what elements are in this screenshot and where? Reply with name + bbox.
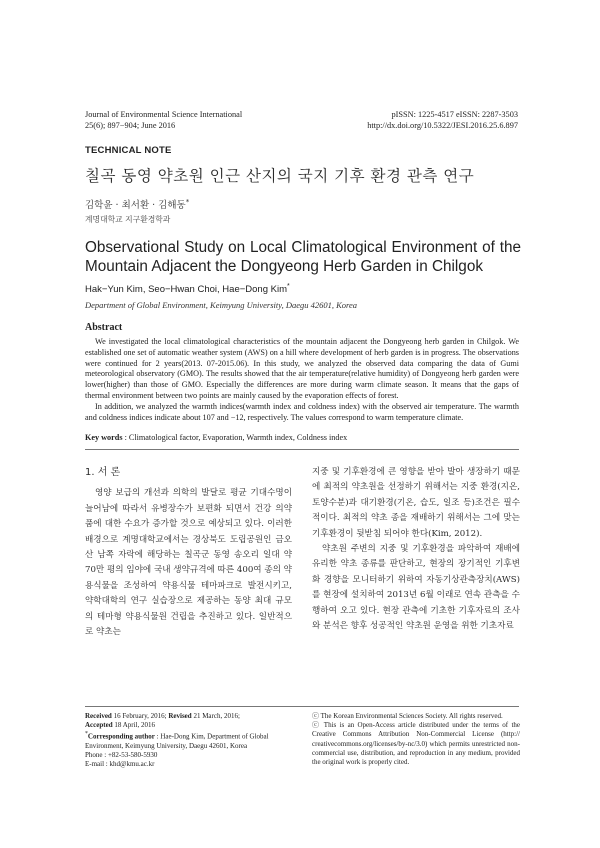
abstract-paragraph-2: In addition, we analyzed the warmth indices(warmth index and coldness index) with the observed air temperature. The warmth and coldness indices indicate about 107 and −12, respectively. The values correspond to warm temperature climate. (85, 401, 519, 422)
section-heading-introduction: 1. 서 론 (85, 467, 121, 478)
authors-english-names: Hak−Yun Kim, Seo−Hwan Choi, Hae−Dong Kim (85, 284, 287, 296)
authors-korean (85, 197, 189, 211)
title-english: Observational Study on Local Climatological Environment of the Mountain Adjacent the Dongyeong Herb Garden in Chilgok (85, 239, 521, 275)
authors-english (85, 283, 290, 295)
received-label: Received (85, 712, 112, 720)
dates-line (85, 712, 295, 721)
abstract-heading: Abstract (85, 322, 123, 333)
corresponding-text: : Hae-Dong Kim, Department of Global Environment, Keimyung University, Daegu 42601, Korea (85, 732, 269, 750)
copyright-notice: ⓒ The Korean Environmental Sciences Society. All rights reserved. (312, 712, 503, 720)
article-type: TECHNICAL NOTE (85, 145, 172, 156)
intro-paragraph-2: 지중 및 기후환경에 큰 영향을 받아 발아 생장하기 때문에 최적의 약초원을 선정하기 위해서는 지중 환경(지온, 토양수분)과 대기환경(기온, 습도, 일조 등)조건은 필수적이다. 최적의 약초 종을 재배하기 위해서는 그에 맞는 기후환경이 뒷받침 되어야 한다(Kim, 2012). (312, 467, 520, 539)
abstract-body (85, 337, 519, 423)
footnote-left (85, 712, 295, 770)
license-notice: ⓒ This is an Open-Access article distributed under the terms of the Creative Commons Attribution Non-Commercial License (http:// creativecommons.org/licenses/by-nc/3.0) which permits unrestricted non-commercial use, distribution, and reproduction in any medium, provided the original work is properly cited. (312, 721, 520, 767)
affiliation-korean: 계명대학교 지구환경학과 (85, 215, 171, 224)
keywords (85, 433, 347, 442)
issn: pISSN: 1225-4517 eISSN: 2287-3503 (391, 110, 518, 119)
abstract-paragraph-1: We investigated the local climatological characteristics of the mountain adjacent the Dongyeong herb garden in Chilgok. We established one set of automatic weather system (AWS) on a hill where development of herb garden is in progress. The observations were continued for 2 years(2013. 07-2015.06). In this study, we analyzed the observed data comparing the data of Gumi meteorological observatory (GMO). The results showed that the air temperature(relative humidity) of Dongyeong herb garden were lower(higher) than those of GMO. Especially the differences are more during warm climate season. It means that the gaps of thermal environment between two points are mainly caused by the evaporation effects of forest. (85, 337, 519, 400)
title-korean: 칠곡 동영 약초원 인근 산지의 국지 기후 환경 관측 연구 (85, 167, 475, 185)
footnote-right (312, 712, 520, 767)
intro-paragraph-3: 약초원 주변의 지중 및 기후환경을 파악하여 재배에 유리한 약초 종류를 판단하고, 현장의 장기적인 기후변화 경향을 모니터하기 위하여 자동기상관측장치(AWS)를 현장에 설치하여 2013년 6월 이래로 연속 관측을 수행하여 오고 있다. 현장 관측에 기초한 기후자료의 조사와 분석은 향후 성공적인 약초원 운영을 위한 기초자료 (312, 544, 520, 632)
revised-date: 21 March, 2016; (191, 712, 240, 720)
affiliation-english: Department of Global Environment, Keimyung University, Daegu 42601, Korea (85, 300, 358, 310)
journal-header-right (367, 110, 518, 131)
email[interactable]: E-mail : khd@kmu.ac.kr (85, 760, 155, 769)
accepted-line (85, 721, 295, 730)
keywords-text: : Climatological factor, Evaporation, Warmth index, Coldness index (122, 433, 348, 442)
intro-paragraph-1: 영양 보급의 개선과 의학의 발달로 평균 기대수명이 늘어남에 따라서 유병장수가 보편화 되면서 건강 의약품에 대한 수요가 증가할 것으로 예상되고 있다. 이러한 배경으로 계명대학교에서는 경상북도 도립공원인 금오산 남쪽 자락에 해당하는 칠곡군 동영 송오리 일대 약 70만 평의 임야에 국내 생약규격에 따른 400여 종의 약용식물을 조성하여 약용식물 테마파크로 발전시키고, 약학대학의 연구 실습장으로 제공하는 동양 최대 규모의 테마형 약용식물원 건립을 추진하고 있다. 일반적으로 약초는 (85, 488, 292, 638)
received-date: 16 February, 2016; (111, 712, 169, 720)
revised-label: Revised (168, 712, 192, 720)
divider-top (85, 449, 519, 450)
journal-header-left (85, 110, 242, 131)
divider-footnote (85, 706, 519, 707)
authors-korean-names: 김학윤 · 최서환 · 김해동 (85, 200, 186, 211)
phone: Phone : +82-53-580-5930 (85, 751, 158, 760)
body-column-left (85, 465, 292, 640)
corresponding-mark-en: * (286, 283, 290, 290)
corresponding-label: Corresponding author (87, 732, 155, 741)
accepted-label: Accepted (85, 721, 113, 730)
corresponding-mark-ko: * (185, 197, 190, 206)
accepted-date: 18 April, 2016 (112, 721, 155, 730)
journal-volume: 25(6); 897−904; June 2016 (85, 120, 176, 130)
doi-link[interactable]: http://dx.doi.org/10.5322/JESI.2016.25.6.897 (367, 120, 518, 130)
keywords-label: Key words (85, 433, 123, 442)
corresponding-author: *Corresponding author : Hae-Dong Kim, Department of Global Environment, Keimyung University, Daegu 42601, Korea (85, 731, 269, 750)
journal-name: Journal of Environmental Science International (85, 110, 243, 119)
body-column-right (312, 465, 520, 634)
